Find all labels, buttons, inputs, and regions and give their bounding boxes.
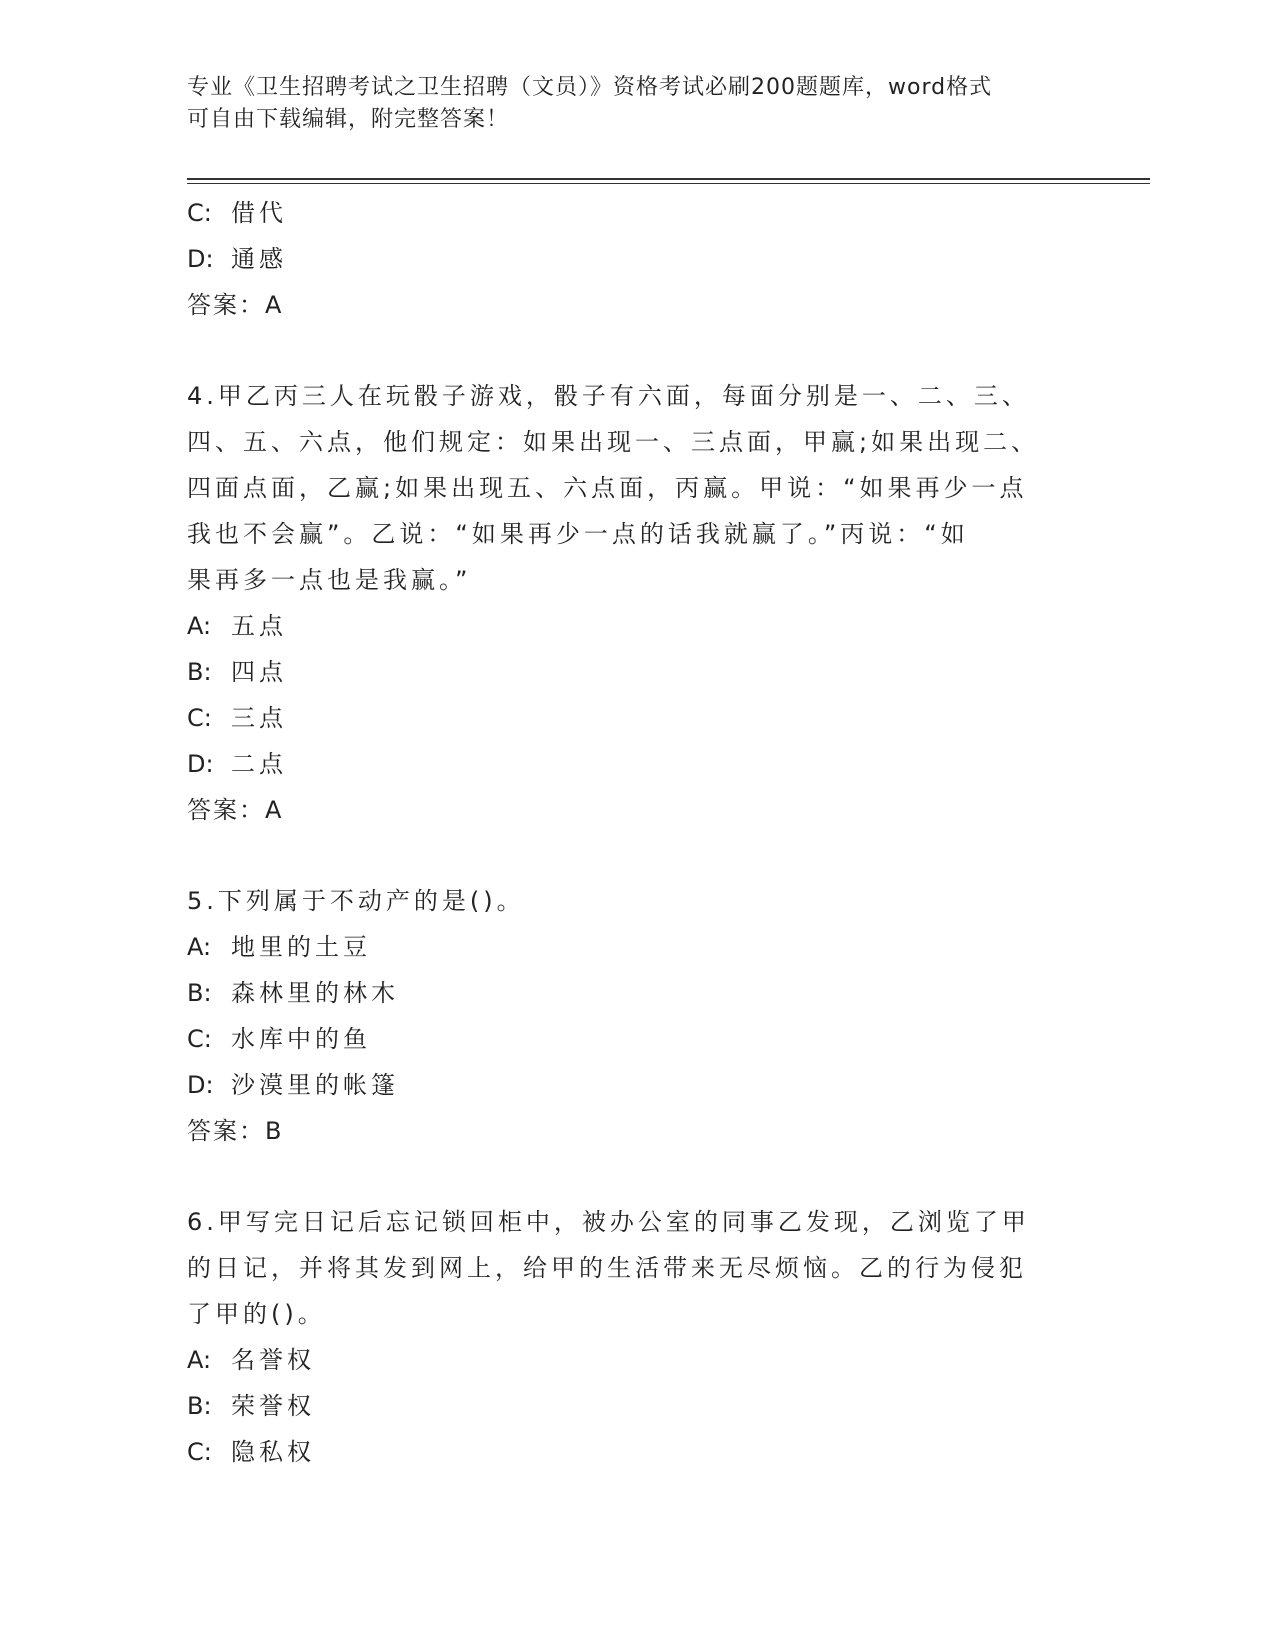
question-text-line: 四、五、六点，他们规定：如果出现一、三点面，甲赢;如果出现二、 <box>187 428 1040 456</box>
question-list <box>187 190 1087 1475</box>
question-text-line: 6.甲写完日记后忘记锁回柜中，被办公室的同事乙发现，乙浏览了甲 <box>187 1208 1030 1236</box>
header-title-line-1: 专业《卫生招聘考试之卫生招聘（文员）》资格考试必刷200题题库，word格式 <box>187 75 993 100</box>
option-c: C: 借代 <box>187 199 287 227</box>
question-text-line: 四面点面，乙赢;如果出现五、六点面，丙赢。甲说：“如果再少一点 <box>187 474 1028 502</box>
header-divider-thin <box>187 183 1150 184</box>
answer-line: 答案：B <box>187 1117 284 1145</box>
option-b: B: 荣誉权 <box>187 1392 315 1420</box>
option-d: D: 通感 <box>187 245 287 273</box>
question-4 <box>187 373 1087 833</box>
question-text-line: 的日记，并将其发到网上，给甲的生活带来无尽烦恼。乙的行为侵犯 <box>187 1254 1027 1282</box>
option-c: C: 隐私权 <box>187 1438 315 1466</box>
option-a: A: 地里的土豆 <box>187 933 371 961</box>
option-b: B: 四点 <box>187 658 287 686</box>
document-header <box>187 72 1087 136</box>
header-title-line-2: 可自由下载编辑，附完整答案！ <box>187 107 510 132</box>
header-divider <box>187 178 1150 180</box>
question-5 <box>187 878 1087 1154</box>
option-d: D: 二点 <box>187 750 287 778</box>
option-a: A: 五点 <box>187 612 287 640</box>
option-b: B: 森林里的林木 <box>187 979 399 1007</box>
question-text-line: 4.甲乙丙三人在玩骰子游戏，骰子有六面，每面分别是一、二、三、 <box>187 382 1030 410</box>
answer-line: 答案：A <box>187 291 284 319</box>
question-text-line: 了甲的()。 <box>187 1300 326 1328</box>
option-d: D: 沙漠里的帐篷 <box>187 1071 399 1099</box>
question-text-line: 我也不会赢”。乙说：“如果再少一点的话我就赢了。”丙说：“如 <box>187 520 969 548</box>
option-c: C: 三点 <box>187 704 287 732</box>
question-text-line: 5.下列属于不动产的是()。 <box>187 887 525 915</box>
question-6 <box>187 1199 1087 1475</box>
question-text-line: 果再多一点也是我赢。” <box>187 566 472 594</box>
option-a: A: 名誉权 <box>187 1346 315 1374</box>
question-3 <box>187 190 1087 328</box>
option-c: C: 水库中的鱼 <box>187 1025 371 1053</box>
answer-line: 答案：A <box>187 796 284 824</box>
